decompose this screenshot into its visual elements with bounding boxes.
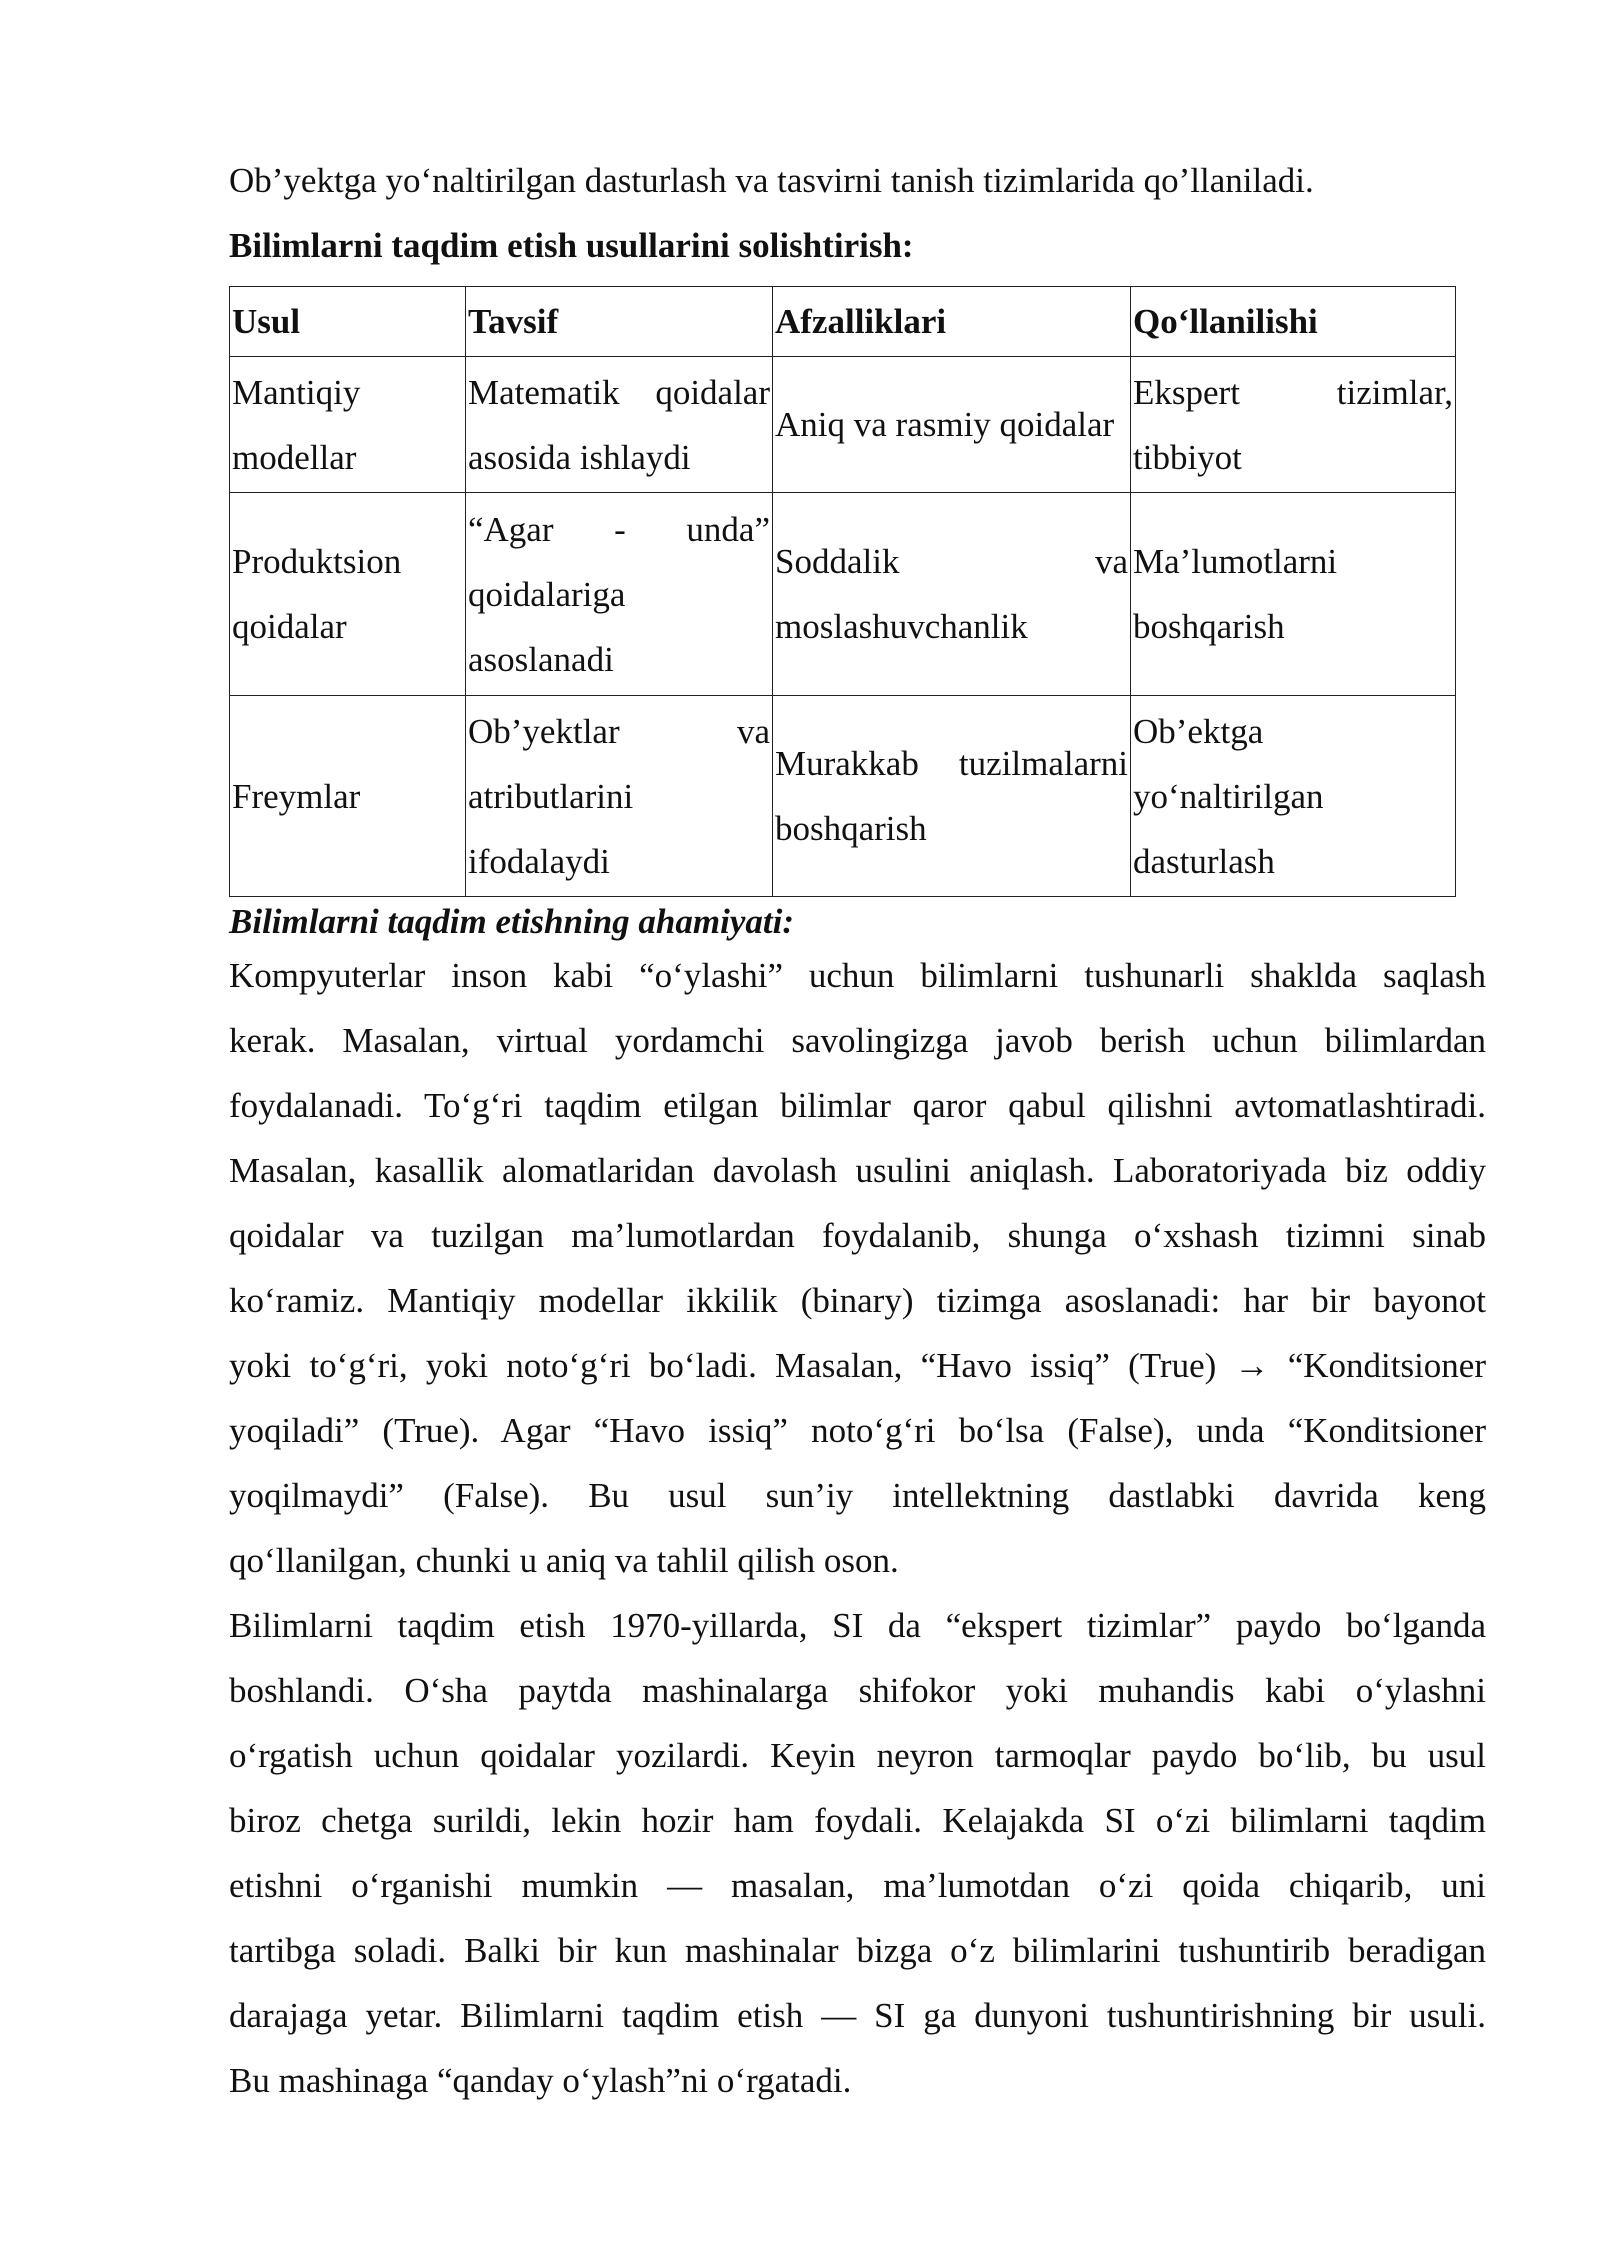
table-row xyxy=(230,357,1456,493)
header-tavsif: Tavsif xyxy=(466,287,773,357)
table-cell: Soddalik va moslashuvchanlik xyxy=(773,493,1131,696)
intro-line: Ob’yektga yo‘naltirilgan dasturlash va tasvirni tanish tizimlarida qo’llaniladi. xyxy=(229,161,1314,200)
table-cell: Freymlar xyxy=(230,696,466,897)
table-cell: Murakkab tuzilmalarni boshqarish xyxy=(773,696,1131,897)
paragraph-line: yoki to‘g‘ri, yoki noto‘g‘ri bo‘ladi. Masalan, “Havo issiq” (True) → “Konditsioner xyxy=(229,1346,1486,1385)
paragraph-line: kerak. Masalan, virtual yordamchi savolingizga javob berish uchun bilimlardan xyxy=(229,1021,1486,1060)
paragraph-line: qoidalar va tuzilgan ma’lumotlardan foydalanib, shunga o‘xshash tizimni sinab xyxy=(229,1216,1486,1255)
table-row xyxy=(230,696,1456,897)
table-cell: “Agar - unda” qoidalariga asoslanadi xyxy=(466,493,773,696)
table-cell: Aniq va rasmiy qoidalar xyxy=(773,357,1131,493)
table-cell: Produktsion qoidalar xyxy=(230,493,466,696)
paragraph-line: yoqiladi” (True). Agar “Havo issiq” noto‘g‘ri bo‘lsa (False), unda “Konditsioner xyxy=(229,1411,1486,1450)
paragraph-line: yoqilmaydi” (False). Bu usul sun’iy intellektning dastlabki davrida keng xyxy=(229,1476,1486,1515)
paragraph-line: boshlandi. O‘sha paytda mashinalarga shifokor yoki muhandis kabi o‘ylashni xyxy=(229,1671,1486,1710)
paragraph-line: Bu mashinaga “qanday o‘ylash”ni o‘rgatadi. xyxy=(229,2061,852,2100)
paragraph-line: Kompyuterlar inson kabi “o‘ylashi” uchun bilimlarni tushunarli shaklda saqlash xyxy=(229,956,1486,995)
paragraph-line: ko‘ramiz. Mantiqiy modellar ikkilik (binary) tizimga asoslanadi: har bir bayonot xyxy=(229,1281,1486,1320)
paragraph-2 xyxy=(229,1593,1486,2113)
paragraph-line: o‘rgatish uchun qoidalar yozilardi. Keyin neyron tarmoqlar paydo bo‘lib, bu usul xyxy=(229,1736,1486,1775)
table-cell: Ekspert tizimlar, tibbiyot xyxy=(1131,357,1456,493)
paragraph-line: Masalan, kasallik alomatlaridan davolash usulini aniqlash. Laboratoriyada biz oddiy xyxy=(229,1151,1486,1190)
paragraph-line: etishni o‘rganishi mumkin — masalan, ma’lumotdan o‘zi qoida chiqarib, uni xyxy=(229,1866,1486,1905)
paragraph-line: qo‘llanilgan, chunki u aniq va tahlil qilish oson. xyxy=(229,1541,899,1580)
paragraph-line: tartibga soladi. Balki bir kun mashinalar bizga o‘z bilimlarini tushuntirib beradigan xyxy=(229,1931,1486,1970)
document-page xyxy=(229,148,1486,2113)
table-header-row xyxy=(230,287,1456,357)
table-cell: Ob’yektlar va atributlarini ifodalaydi xyxy=(466,696,773,897)
paragraph-line: darajaga yetar. Bilimlarni taqdim etish — SI ga dunyoni tushuntirishning bir usuli. xyxy=(229,1996,1486,2035)
paragraph-line: foydalanadi. To‘g‘ri taqdim etilgan bilimlar qaror qabul qilishni avtomatlashtiradi. xyxy=(229,1086,1486,1125)
importance-heading: Bilimlarni taqdim etishning ahamiyati: xyxy=(229,902,794,941)
table-cell: Mantiqiy modellar xyxy=(230,357,466,493)
table-row xyxy=(230,493,1456,696)
header-usul: Usul xyxy=(230,287,466,357)
paragraph-line: biroz chetga surildi, lekin hozir ham foydali. Kelajakda SI o‘zi bilimlarni taqdim xyxy=(229,1801,1486,1840)
table-cell: Ma’lumotlarni boshqarish xyxy=(1131,493,1456,696)
comparison-heading: Bilimlarni taqdim etish usullarini solishtirish: xyxy=(229,226,914,265)
header-afzalliklari: Afzalliklari xyxy=(773,287,1131,357)
table-cell: Matematik qoidalar asosida ishlaydi xyxy=(466,357,773,493)
paragraph-1 xyxy=(229,943,1486,1593)
header-qollanilishi: Qo‘llanilishi xyxy=(1131,287,1456,357)
comparison-table xyxy=(229,286,1456,897)
paragraph-line: Bilimlarni taqdim etish 1970-yillarda, SI da “ekspert tizimlar” paydo bo‘lganda xyxy=(229,1606,1486,1645)
table-cell: Ob’ektga yo‘naltirilgan dasturlash xyxy=(1131,696,1456,897)
